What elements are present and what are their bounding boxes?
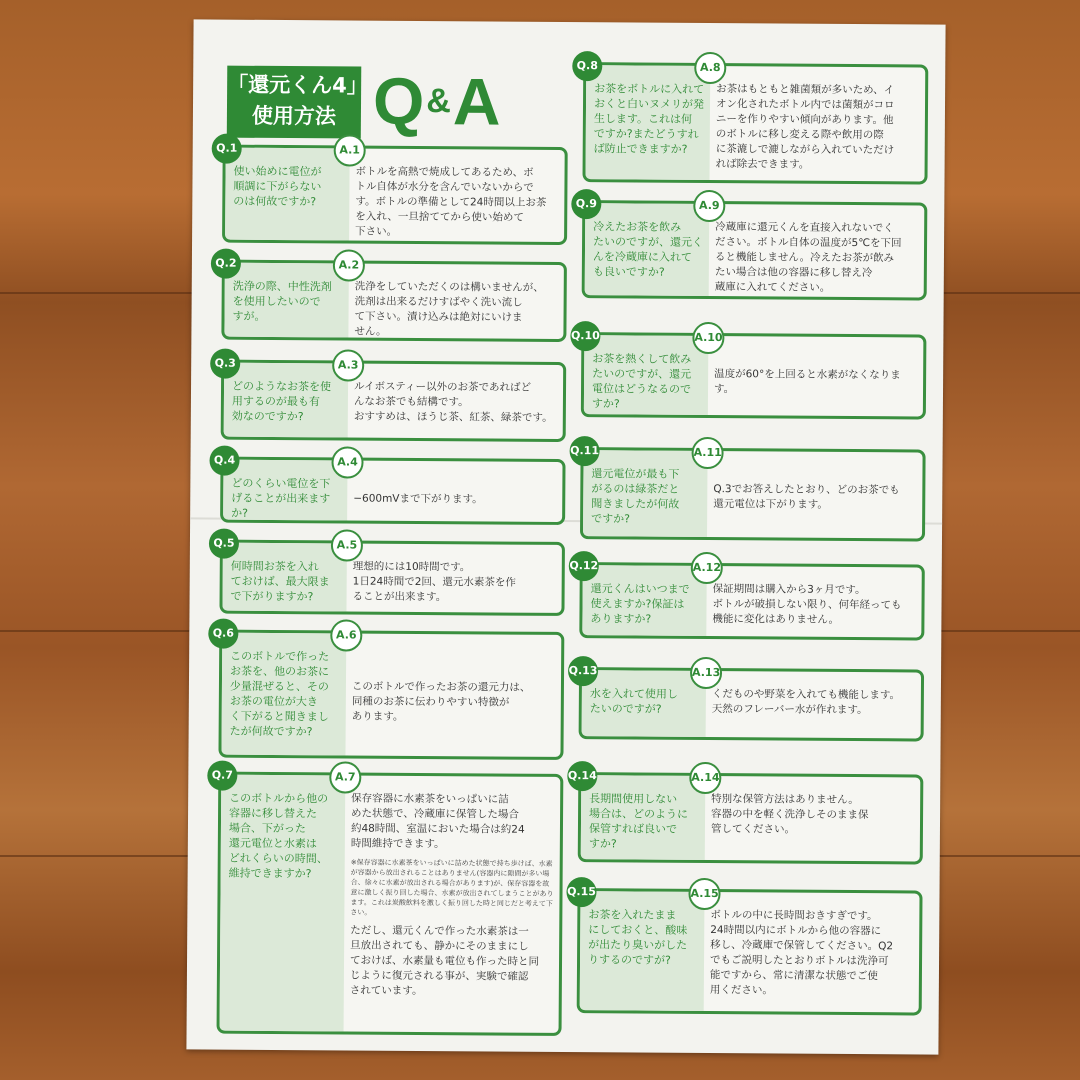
- qa-card: [567, 885, 923, 1015]
- question-number-badge: Q.14: [567, 761, 597, 791]
- answer-text: お茶はもともと雑菌類が多いため、イ オン化されたボトル内では菌類がコロ ニーを作りやすい傾向があります。他 のボトルに移し変える際や飲用の際 に茶漉しで漉しながら入れていただけ れば除去できます。: [715, 83, 895, 171]
- question-number-badge: Q.6: [208, 619, 238, 649]
- question-number-badge: Q.13: [568, 656, 598, 686]
- answer-text: ボトルを高熱で焼成してあるため、ボ トル自体が水分を含んでいないからで す。ボトルの準備として24時間以上お茶 を入れ、一旦捨ててから使い始めて 下さい。: [355, 165, 547, 238]
- qa-card: [214, 356, 567, 442]
- answer-text: Q.3でお答えしたとおり、どのお茶でも 還元電位は下がります。: [713, 468, 900, 511]
- qa-heading: [373, 63, 499, 140]
- answer-block: [713, 467, 918, 513]
- title-line-2: 使用方法: [251, 103, 337, 129]
- answer-number-badge: A.6: [330, 619, 362, 651]
- qa-card: [576, 59, 928, 184]
- question-text: 還元くんはいつまで 使えますか?保証は ありますか?: [590, 582, 690, 626]
- question-number-badge: Q.3: [210, 349, 240, 379]
- answer-block: [712, 582, 917, 628]
- question-number-badge: Q.7: [207, 761, 237, 791]
- qa-card: [211, 768, 564, 1036]
- answer-text: 理想的には10時間です。 1日24時間で2回、還元水素茶を作 ることが出来ます。: [352, 560, 516, 604]
- answer-block: [710, 908, 916, 999]
- question-text: 使い始めに電位が 順調に下がらない のは何故ですか?: [233, 164, 322, 209]
- answer-number-badge: A.1: [334, 134, 366, 166]
- qa-a: A: [452, 64, 499, 139]
- answer-number-badge: A.12: [691, 552, 723, 584]
- answer-text: ボトルの中に長時間おきすぎです。 24時間以内にボトルから他の容器に 移し、冷蔵庫で保管してください。Q2 でもご説明したとおりボトルは洗浄可 能ですから、常に清潔な状態でご使 用ください。: [709, 909, 894, 997]
- answer-block: [716, 82, 922, 173]
- title-line-1: 「還元くん4」: [227, 72, 368, 98]
- answer-number-badge: A.2: [333, 249, 365, 281]
- answer-text: くだものや野菜を入れても機能します。 天然のフレーバー水が作れます。: [711, 688, 901, 717]
- question-number-badge: Q.8: [572, 51, 602, 81]
- answer-number-badge: A.15: [688, 878, 720, 910]
- qa-card: [215, 256, 567, 342]
- answer-number-badge: A.5: [331, 529, 363, 561]
- answer-block: [715, 220, 921, 296]
- qa-card: [567, 769, 924, 864]
- qa-sheet: [186, 19, 945, 1054]
- qa-card: [213, 536, 565, 616]
- answer-block: [714, 352, 919, 398]
- answer-note: ※保存容器に水素茶をいっぱいに詰めた状態で持ち歩けば、水素が容器から放出されることはありません(容器内に隙間が多い場合、徐々に水素が放出される場合があります)が、保存容器を故意に激しく振り回した場合、水素が放出されてしまうことがあります。これは炭酸飲料を激しく振り回した時と同じだと考えて下さい。: [350, 858, 554, 917]
- qa-card: [570, 329, 927, 419]
- answer-block: [350, 792, 556, 1000]
- question-text: 冷えたお茶を飲み たいのですが、還元く んを冷蔵庫に入れて も良いですか?: [592, 220, 704, 279]
- question-text: お茶を熱くして飲み たいのですが、還元 電位はどうなるので すか?: [591, 352, 692, 411]
- question-number-badge: Q.9: [571, 189, 601, 219]
- answer-number-badge: A.11: [691, 437, 723, 469]
- question-text: 長期間使用しない 場合は、どのように 保管すれば良いで すか?: [588, 792, 689, 851]
- answer-number-badge: A.8: [694, 52, 726, 84]
- answer-text: 洗浄をしていただくのは構いませんが、 洗剤は出来るだけすばやく洗い流し て下さい。漬け込みは絶対にいけま せん。: [354, 280, 544, 338]
- answer-block: [355, 165, 561, 241]
- answer-number-badge: A.3: [332, 349, 364, 381]
- question-text: 還元電位が最も下 がるのは緑茶だと 聞きましたが何故 ですか?: [591, 467, 680, 526]
- answer-block: [712, 687, 917, 718]
- answer-number-badge: A.13: [690, 657, 722, 689]
- question-text: お茶をボトルに入れて おくと白いヌメリが発 生します。これは何 ですか?またどうすれ ば防止できますか?: [593, 82, 705, 156]
- answer-text: −600mVまで下がります。: [353, 477, 483, 506]
- answer-text: 冷蔵庫に還元くんを直接入れないでく ださい。ボトル自体の温度が5℃を下回 ると機能しません。冷えたお茶が飲み たい場合は他の容器に移し替え冷 蔵庫に入れてください。: [714, 221, 902, 294]
- question-number-badge: Q.11: [569, 436, 599, 466]
- question-number-badge: Q.2: [211, 249, 241, 279]
- question-text: どのようなお茶を使 用するのが最も有 効なのですか?: [231, 379, 332, 424]
- qa-card: [213, 453, 565, 525]
- answer-block: [352, 650, 558, 726]
- answer-text: 保存容器に水素茶をいっぱいに詰 めた状態で、冷蔵庫に保管した場合 約48時間、室温においた場合は約24 時間維持できます。: [350, 792, 525, 851]
- question-text: このボトルから他の 容器に移し替えた 場合、下がった 還元電位と水素は どれくらいの時間、 維持できますか?: [228, 791, 329, 881]
- answer-block: [353, 477, 558, 508]
- qa-card: [575, 197, 928, 300]
- answer-number-badge: A.4: [331, 446, 363, 478]
- question-number-badge: Q.12: [569, 551, 599, 581]
- answer-number-badge: A.9: [693, 190, 725, 222]
- qa-card: [216, 141, 568, 245]
- product-title: [227, 66, 368, 139]
- qa-amp: &: [426, 82, 450, 121]
- answer-number-badge: A.10: [692, 322, 724, 354]
- qa-card: [570, 444, 926, 541]
- question-text: 洗浄の際、中性洗剤 を使用したいので すが。: [232, 279, 332, 323]
- answer-text-2: ただし、還元くんで作った水素茶は一 旦放出されても、静かにそのままにし ておけば、水素量も電位も作った時と同 じように復元される事が、実験で確認 されています。: [349, 924, 540, 998]
- question-number-badge: Q.4: [209, 446, 239, 476]
- answer-text: 温度が60°を上回ると水素がなくなります。: [713, 353, 901, 396]
- answer-text: 保証期間は購入から3ヶ月です。 ボトルが破損しない限り、何年経っても 機能に変化はありません。: [712, 583, 902, 626]
- qa-card: [212, 626, 564, 760]
- answer-block: [711, 792, 916, 838]
- answer-text: このボトルで作ったお茶の還元力は、 同種のお茶に伝わりやすい特徴が あります。: [351, 650, 531, 723]
- answer-text: ルイボスティー以外のお茶であればど んなお茶でも結構です。 おすすめは、ほうじ茶、紅茶、緑茶です。: [353, 380, 553, 424]
- question-number-badge: Q.1: [212, 134, 242, 164]
- qa-card: [569, 559, 925, 640]
- question-number-badge: Q.10: [570, 321, 600, 351]
- qa-q: Q: [372, 63, 423, 138]
- answer-number-badge: A.14: [689, 762, 721, 794]
- answer-text: 特別な保管方法はありません。 容器の中を軽く洗浄しそのまま保 管してください。: [710, 793, 869, 836]
- answer-number-badge: A.7: [329, 761, 361, 793]
- question-number-badge: Q.15: [566, 877, 596, 907]
- question-number-badge: Q.5: [209, 529, 239, 559]
- answer-block: [353, 560, 558, 606]
- question-text: 水を入れて使用し たいのですが?: [589, 687, 678, 716]
- answer-block: [354, 380, 559, 426]
- question-text: お茶を入れたまま にしておくと、酸味 が出たり臭いがした りするのですが?: [588, 908, 688, 967]
- question-text: このボトルで作った お茶を、他のお茶に 少量混ぜると、その お茶の電位が大き く下がると聞きまし たが何故ですか?: [229, 649, 330, 739]
- question-text: どのくらい電位を下 げることが出来ます か?: [231, 476, 331, 520]
- qa-card: [568, 664, 924, 741]
- question-text: 何時間お茶を入れ ておけば、最大限ま で下がりますか?: [230, 559, 330, 604]
- answer-block: [354, 280, 559, 341]
